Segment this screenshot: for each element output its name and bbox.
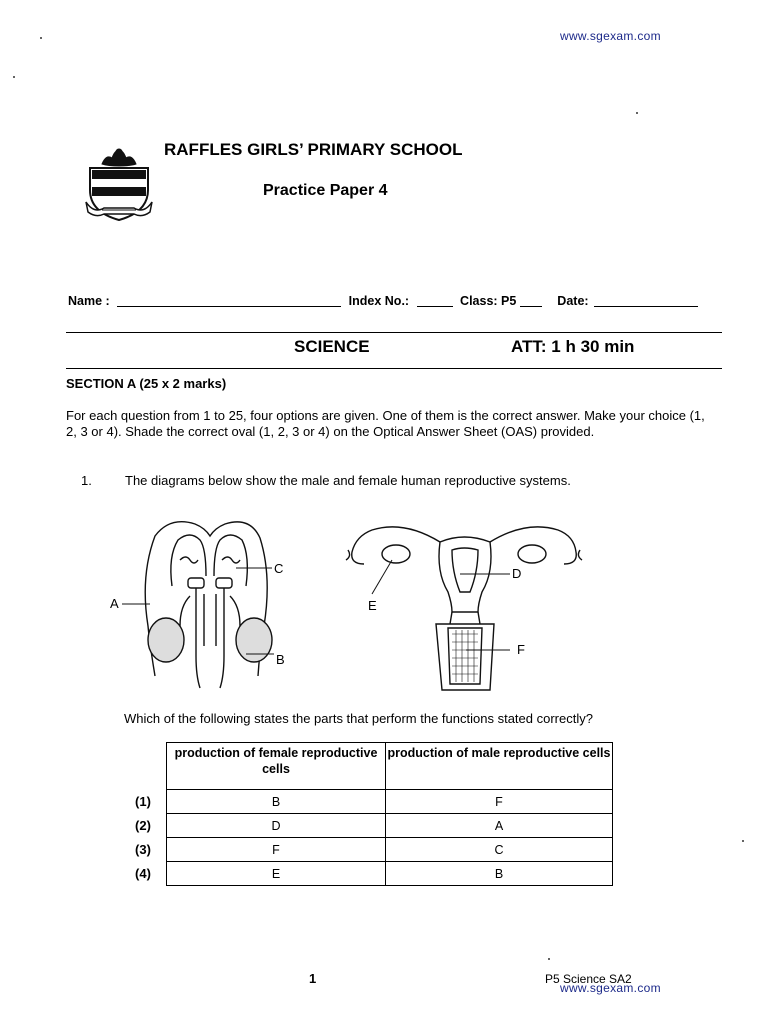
- name-label: Name :: [68, 294, 110, 308]
- option-row[interactable]: [128, 862, 613, 886]
- footer-website-url: www.sgexam.com: [560, 981, 661, 995]
- student-info-line: [68, 294, 698, 308]
- header-male: production of male reproductive cells: [386, 743, 613, 790]
- class-label: Class: P5: [460, 294, 517, 308]
- paper-title: Practice Paper 4: [263, 182, 388, 199]
- option-female-cell: E: [167, 862, 386, 886]
- school-name: RAFFLES GIRLS’ PRIMARY SCHOOL: [164, 140, 463, 159]
- option-male-cell: F: [386, 790, 613, 814]
- scan-speck: [40, 37, 42, 39]
- section-title: SECTION A (25 x 2 marks): [66, 376, 227, 391]
- option-male-cell: C: [386, 838, 613, 862]
- male-reproductive-system-diagram: [100, 516, 320, 692]
- option-female-cell: F: [167, 838, 386, 862]
- website-url: www.sgexam.com: [560, 29, 661, 43]
- option-female-cell: B: [167, 790, 386, 814]
- scan-speck: [636, 112, 638, 114]
- paper-code: P5 Science SA2: [545, 972, 632, 986]
- label-e: E: [368, 598, 377, 613]
- scan-speck: [742, 840, 744, 842]
- header-female: production of female reproductive cells: [167, 743, 386, 790]
- label-d: D: [512, 566, 522, 581]
- option-row[interactable]: [128, 790, 613, 814]
- options-table: [128, 742, 613, 886]
- option-female-cell: D: [167, 814, 386, 838]
- option-male-cell: B: [386, 862, 613, 886]
- page-number: 1: [309, 971, 317, 986]
- question-text: The diagrams below show the male and female human reproductive systems.: [125, 473, 571, 488]
- scan-speck: [548, 958, 550, 960]
- index-label: Index No.:: [348, 294, 410, 308]
- date-blank[interactable]: [594, 306, 698, 307]
- instructions: For each question from 1 to 25, four options are given. One of them is the correct answer. Make your choice (1, 2, 3 or 4). Shade the correct oval (1, 2, 3 or 4) on the Optical Answer Sheet (OAS) provided.: [66, 408, 705, 439]
- class-blank[interactable]: [520, 306, 542, 307]
- option-number: (2): [135, 818, 151, 833]
- divider-top: [66, 332, 722, 333]
- subject-title: SCIENCE: [294, 337, 370, 356]
- female-reproductive-system-diagram: [344, 512, 584, 694]
- option-number: (3): [135, 842, 151, 857]
- name-blank[interactable]: [117, 306, 341, 307]
- option-row[interactable]: [128, 838, 613, 862]
- date-label: Date:: [557, 294, 589, 308]
- question-prompt: Which of the following states the parts that perform the functions stated correctly?: [124, 711, 593, 726]
- divider-bottom: [66, 368, 722, 369]
- time-allowed: ATT: 1 h 30 min: [511, 337, 635, 356]
- scan-speck: [13, 76, 15, 78]
- index-blank[interactable]: [417, 306, 453, 307]
- option-number: (1): [135, 794, 151, 809]
- label-c: C: [274, 561, 284, 576]
- label-a: A: [110, 596, 119, 611]
- option-male-cell: A: [386, 814, 613, 838]
- option-row[interactable]: [128, 814, 613, 838]
- school-crest-icon: [84, 146, 154, 224]
- option-number: (4): [135, 866, 151, 881]
- question-number: 1.: [81, 473, 92, 488]
- label-b: B: [276, 652, 285, 667]
- label-f: F: [517, 642, 525, 657]
